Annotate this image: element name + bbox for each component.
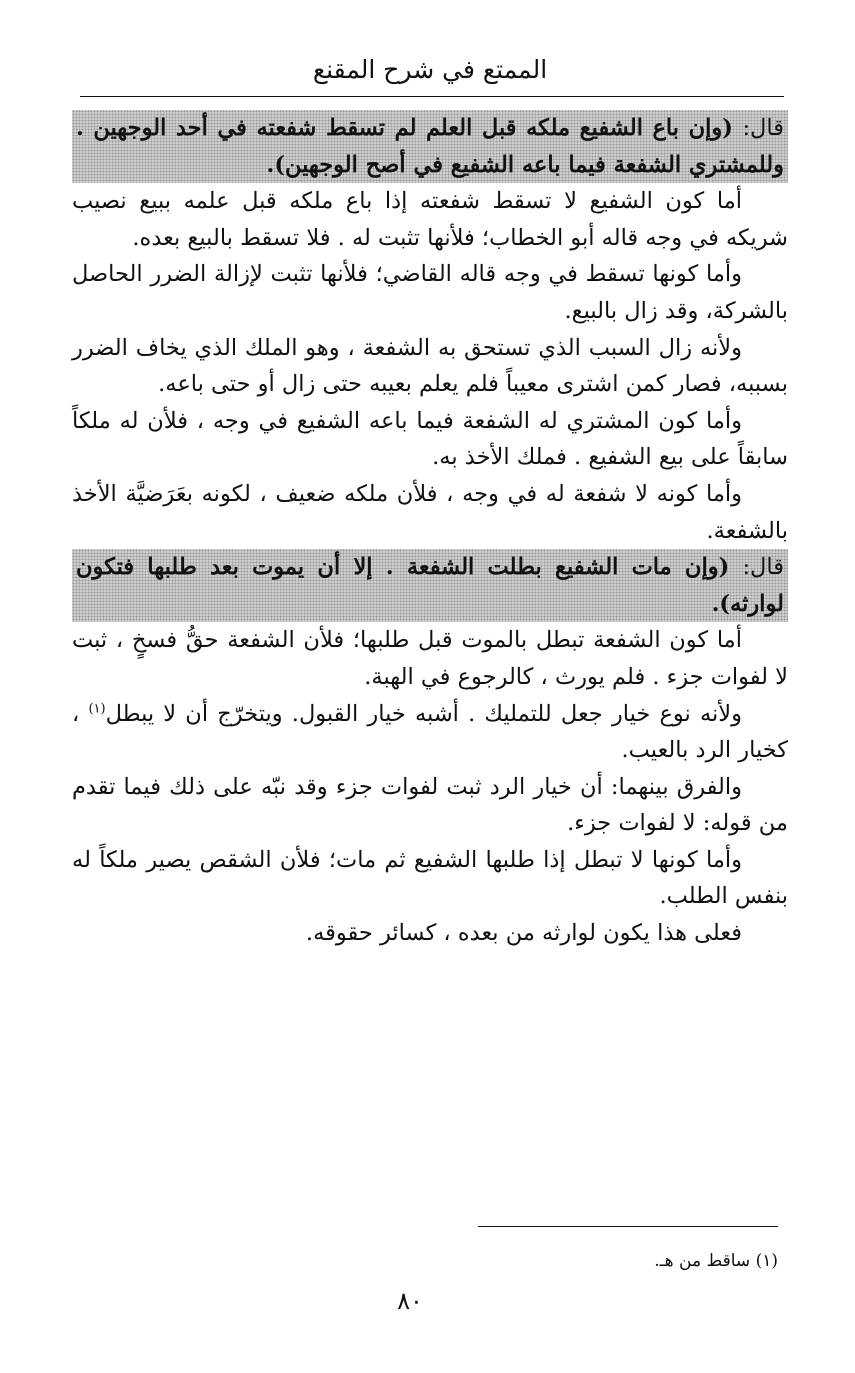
running-head: الممتع في شرح المقنع (312, 55, 548, 84)
header-rule (80, 96, 784, 97)
footnote-rule (478, 1226, 778, 1227)
paragraph: والفرق بينهما: أن خيار الرد ثبت لفوات جزء وقد نبّه على ذلك فيما تقدم من قوله: لا لفوات جزء. (72, 773, 788, 837)
quoted-text-block (72, 110, 788, 183)
paragraph: أما كون الشفيع لا تسقط شفعته إذا باع ملكه قبل علمه ببيع نصيب شريكه في وجه قاله أبو الخطاب؛ فلأنها تثبت له . فلا تسقط بالبيع بعده. (72, 188, 788, 251)
footnote: (١) ساقط من هـ. (654, 1251, 778, 1271)
quoted-text: (وإن باع الشفيع ملكه قبل العلم لم تسقط شفعته في أحد الوجهين . وللمشتري الشفعة فيما باعه الشفيع في أصح الوجهين). (76, 115, 784, 178)
paragraph-text-tail: ، كخيار الرد بالعيب. (72, 700, 788, 764)
paragraph (72, 696, 788, 769)
paragraph: وأما كونه لا شفعة له في وجه ، فلأن ملكه ضعيف ، لكونه بعَرَضيَّة الأخذ بالشفعة. (72, 480, 788, 544)
paragraph: فعلى هذا يكون لوارثه من بعده ، كسائر حقوقه. (305, 920, 742, 947)
page-number: ٨٠ (397, 1287, 423, 1315)
paragraph: وأما كونها لا تبطل إذا طلبها الشفيع ثم مات؛ فلأن الشقص يصير ملكاً له بنفس الطلب. (72, 846, 788, 910)
qaal-label: قال: (742, 554, 784, 581)
paragraph: وأما كونها تسقط في وجه قاله القاضي؛ فلأنها تثبت لإزالة الضرر الحاصل بالشركة، وقد زال بالبيع. (72, 261, 788, 324)
paragraph: ولأنه زال السبب الذي تستحق به الشفعة ، وهو الملك الذي يخاف الضرر بسببه، فصار كمن اشترى معيباً فلم يعلم بعيبه حتى زال أو حتى باعه. (72, 334, 788, 398)
quoted-text-block (72, 549, 788, 622)
paragraph: أما كون الشفعة تبطل بالموت قبل طلبها؛ فلأن الشفعة حقُّ فسخٍ ، ثبت لا لفوات جزء . فلم يورث ، كالرجوع في الهبة. (72, 627, 788, 690)
body-text (72, 110, 788, 952)
quoted-text: (وإن مات الشفيع بطلت الشفعة . إلا أن يموت بعد طلبها فتكون لوارثه). (76, 554, 784, 617)
paragraph: وأما كون المشتري له الشفعة فيما باعه الشفيع في وجه ، فلأن له ملكاً سابقاً على بيع الشفيع . فملك الأخذ به. (72, 407, 788, 471)
footnote-marker: (١) (88, 701, 106, 716)
paragraph-text: ولأنه نوع خيار جعل للتمليك . أشبه خيار القبول. ويتخرّج أن لا يبطل (105, 700, 742, 727)
qaal-label: قال: (742, 115, 784, 141)
